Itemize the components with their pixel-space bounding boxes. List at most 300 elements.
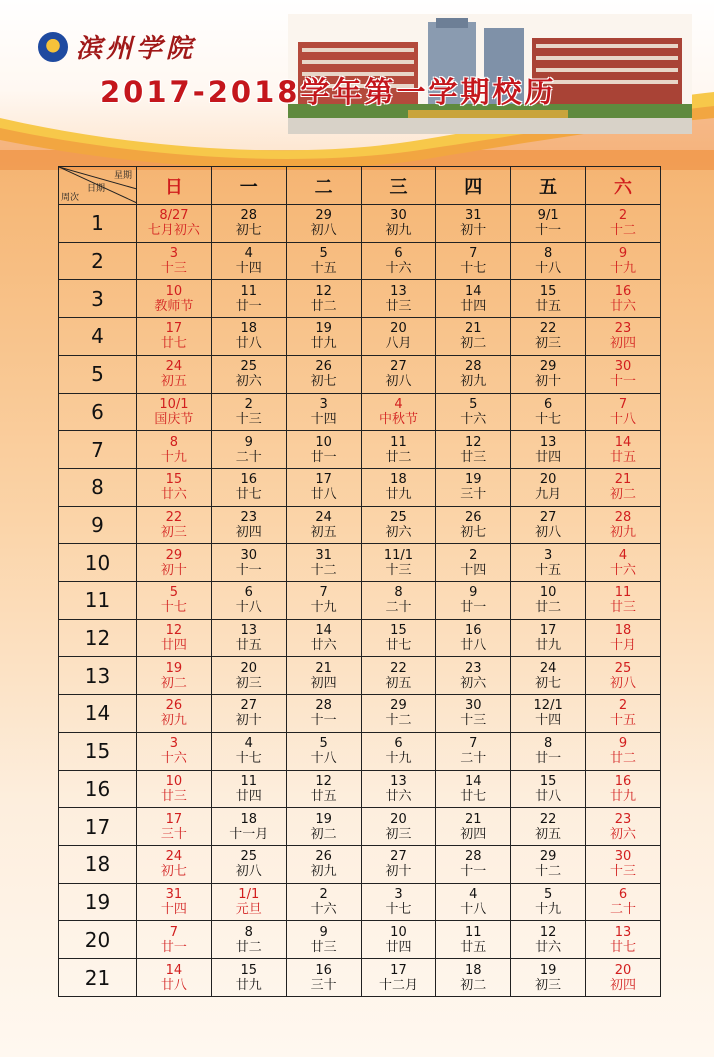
solar-date: 20 [539,472,557,488]
lunar-date: 二十 [610,902,637,917]
calendar-day-cell [286,468,361,506]
school-logo [38,28,196,65]
solar-date: 18 [240,811,258,827]
lunar-date: 初二 [460,336,487,352]
calendar-day-cell [137,355,212,393]
solar-date: 13 [614,924,632,940]
lunar-date: 廿四 [160,638,187,654]
calendar-day-cell [586,582,661,620]
lunar-date: 三十 [310,977,337,993]
lunar-date: 九月 [535,487,562,503]
lunar-date: 中秋节 [378,411,418,427]
calendar-day-cell [586,205,661,243]
calendar-day-cell [511,845,586,883]
calendar-day-cell [511,619,586,657]
lunar-date: 初二 [460,977,487,993]
lunar-date: 初三 [160,524,187,540]
solar-date: 26 [315,849,332,865]
lunar-date: 十八 [310,751,337,767]
lunar-date: 初三 [535,336,562,352]
calendar-day-cell [436,506,511,544]
calendar-day-cell [511,657,586,695]
lunar-date: 十月 [610,638,637,654]
solar-date: 16 [614,773,632,789]
school-calendar-table [58,166,661,997]
lunar-date: 廿四 [235,788,262,804]
lunar-date: 十九 [310,600,337,616]
lunar-date: 十四 [310,411,337,427]
calendar-day-cell [436,242,511,280]
solar-date: 10/1 [159,396,189,412]
lunar-date: 初四 [235,524,262,540]
solar-date: 2 [319,887,328,902]
solar-date: 12 [165,623,183,639]
week-number: 6 [59,393,137,431]
lunar-date: 十八 [235,600,262,616]
lunar-date: 廿七 [235,487,262,503]
solar-date: 9/1 [537,208,559,224]
solar-date: 16 [240,472,258,488]
week-row [59,242,661,280]
solar-date: 9 [244,434,253,450]
calendar-day-cell [211,468,286,506]
calendar-day-cell [586,431,661,469]
solar-date: 31 [315,547,332,563]
calendar-day-cell [361,732,436,770]
calendar-day-cell [511,205,586,243]
calendar-day-cell [511,883,586,921]
lunar-date: 初七 [460,524,487,540]
week-row [59,959,661,997]
solar-date: 27 [539,509,557,525]
solar-date: 9 [319,924,328,940]
week-number: 7 [59,431,137,469]
calendar-day-cell [511,355,586,393]
lunar-date: 十六 [310,902,337,917]
solar-date: 23 [240,509,258,525]
day-header-monday: 一 [211,167,286,205]
calendar-day-cell [361,883,436,921]
lunar-date: 廿八 [160,977,187,993]
solar-date: 7 [319,585,328,601]
solar-date: 15 [165,472,183,488]
solar-date: 15 [390,623,407,639]
solar-date: 17 [315,472,332,488]
week-row [59,431,661,469]
lunar-date: 初六 [385,524,412,540]
calendar-day-cell [211,695,286,733]
lunar-date: 廿二 [610,751,637,767]
solar-date: 26 [165,698,183,714]
calendar-day-cell [286,732,361,770]
solar-date: 29 [390,698,407,714]
solar-date: 4 [244,736,253,752]
solar-date: 14 [465,283,482,299]
lunar-date: 十五 [610,713,637,729]
week-row [59,808,661,846]
week-row [59,544,661,582]
calendar-day-cell [211,582,286,620]
solar-date: 18 [465,962,482,978]
solar-date: 8 [544,246,553,262]
lunar-date: 十七 [160,600,187,616]
week-row [59,770,661,808]
solar-date: 30 [240,547,258,563]
calendar-day-cell [361,770,436,808]
lunar-date: 初五 [385,675,412,691]
solar-date: 8 [169,434,179,450]
solar-date: 5 [544,887,553,902]
lunar-date: 廿九 [535,638,562,654]
calendar-day-cell [586,280,661,318]
week-row [59,845,661,883]
lunar-date: 十二 [610,223,637,239]
solar-date: 30 [614,359,632,375]
lunar-date: 廿七 [460,788,487,804]
calendar-day-cell [511,808,586,846]
calendar-day-cell [211,205,286,243]
calendar-day-cell [511,393,586,431]
calendar-day-cell [286,695,361,733]
week-row [59,921,661,959]
lunar-date: 初三 [535,977,562,993]
week-number: 17 [59,808,137,846]
week-number: 3 [59,280,137,318]
lunar-date: 初三 [385,826,412,842]
lunar-date: 十一 [460,864,487,880]
week-row [59,393,661,431]
solar-date: 22 [539,321,557,337]
calendar-day-cell [586,959,661,997]
calendar-day-cell [286,205,361,243]
calendar-day-cell [511,242,586,280]
calendar-day-cell [211,845,286,883]
lunar-date: 十六 [385,261,412,277]
week-row [59,657,661,695]
lunar-date: 七月初六 [147,223,200,239]
lunar-date: 廿四 [535,449,562,465]
solar-date: 17 [539,623,557,639]
lunar-date: 初四 [460,826,487,842]
solar-date: 24 [165,849,183,865]
calendar-day-cell [436,544,511,582]
calendar-day-cell [361,959,436,997]
solar-date: 28 [240,208,258,224]
calendar-day-cell [211,506,286,544]
solar-date: 22 [539,811,557,827]
calendar-day-cell [586,770,661,808]
week-number: 20 [59,921,137,959]
calendar-day-cell [436,770,511,808]
calendar-day-cell [286,770,361,808]
solar-date: 17 [390,962,407,978]
lunar-date: 初十 [460,223,487,239]
calendar-header-row [59,167,661,205]
lunar-date: 十三 [160,261,187,277]
week-number: 19 [59,883,137,921]
calendar-day-cell [211,393,286,431]
calendar-day-cell [586,657,661,695]
lunar-date: 二十 [385,600,412,616]
solar-date: 8 [244,924,253,940]
school-emblem-icon [38,32,68,62]
lunar-date: 廿一 [460,600,487,616]
calendar-day-cell [137,657,212,695]
calendar-day-cell [137,544,212,582]
lunar-date: 初七 [535,675,562,691]
solar-date: 11/1 [383,547,414,563]
calendar-day-cell [286,582,361,620]
lunar-date: 初八 [610,675,637,691]
calendar-day-cell [511,544,586,582]
solar-date: 21 [614,472,632,488]
corner-label-date: 日期 [87,184,106,194]
week-number: 11 [59,582,137,620]
solar-date: 6 [618,887,628,902]
calendar-day-cell [511,770,586,808]
calendar-day-cell [436,808,511,846]
calendar-day-cell [361,242,436,280]
lunar-date: 廿五 [235,638,262,654]
lunar-date: 廿三 [610,600,637,616]
lunar-date: 廿六 [310,638,337,654]
calendar-day-cell [137,959,212,997]
solar-date: 6 [394,736,403,752]
lunar-date: 十六 [160,751,187,767]
solar-date: 3 [544,547,553,563]
lunar-date: 初八 [535,524,562,540]
calendar-day-cell [286,242,361,280]
calendar-day-cell [511,506,586,544]
solar-date: 18 [614,623,632,639]
calendar-day-cell [586,506,661,544]
calendar-day-cell [436,695,511,733]
solar-date: 5 [469,396,478,412]
lunar-date: 二十 [460,751,487,767]
lunar-date: 十三 [235,411,262,427]
lunar-date: 十九 [610,261,637,277]
lunar-date: 十九 [535,902,562,917]
lunar-date: 廿二 [310,298,337,314]
lunar-date: 初六 [235,374,262,390]
lunar-date: 初十 [235,713,262,729]
solar-date: 28 [465,849,482,865]
corner-label-week: 周次 [61,193,80,203]
lunar-date: 廿五 [310,788,337,804]
lunar-date: 初五 [535,826,562,842]
calendar-day-cell [211,619,286,657]
lunar-date: 廿四 [460,298,487,314]
solar-date: 12 [539,924,557,940]
calendar-day-cell [211,770,286,808]
solar-date: 7 [469,246,478,262]
week-number: 8 [59,468,137,506]
lunar-date: 廿二 [535,600,562,616]
calendar-day-cell [511,921,586,959]
week-number: 2 [59,242,137,280]
lunar-date: 十二 [535,864,562,880]
calendar-day-cell [586,619,661,657]
week-number: 10 [59,544,137,582]
solar-date: 16 [614,283,632,299]
calendar-day-cell [211,959,286,997]
lunar-date: 十四 [460,562,487,578]
lunar-date: 十一月 [229,826,269,842]
lunar-date: 廿七 [160,336,187,352]
solar-date: 9 [469,585,478,601]
calendar-day-cell [211,355,286,393]
calendar-day-cell [361,657,436,695]
calendar-day-cell [137,808,212,846]
solar-date: 3 [394,887,403,902]
lunar-date: 十二 [385,713,412,729]
calendar-day-cell [211,883,286,921]
lunar-date: 初九 [385,223,412,239]
calendar-day-cell [436,582,511,620]
calendar-day-cell [211,732,286,770]
lunar-date: 初十 [385,864,412,880]
lunar-date: 国庆节 [154,411,194,427]
lunar-date: 廿九 [385,487,412,503]
lunar-date: 三十 [160,826,187,842]
solar-date: 15 [240,962,258,978]
lunar-date: 十七 [235,751,262,767]
lunar-date: 廿四 [385,939,412,955]
calendar-day-cell [286,921,361,959]
week-number: 1 [59,205,137,243]
calendar-day-cell [137,205,212,243]
calendar-day-cell [137,242,212,280]
solar-date: 27 [390,359,407,375]
lunar-date: 廿六 [535,939,562,955]
lunar-date: 廿三 [310,939,337,955]
calendar-day-cell [286,845,361,883]
solar-date: 8 [394,585,403,601]
lunar-date: 十八 [535,261,562,277]
week-number: 18 [59,845,137,883]
lunar-date: 廿五 [610,449,637,465]
solar-date: 24 [539,660,557,676]
lunar-date: 十五 [535,562,562,578]
lunar-date: 廿八 [310,487,337,503]
solar-date: 24 [165,359,183,375]
solar-date: 11 [614,585,632,601]
day-header-saturday: 六 [586,167,661,205]
solar-date: 16 [465,623,482,639]
solar-date: 8/27 [159,208,189,224]
solar-date: 24 [315,509,332,525]
lunar-date: 初四 [610,336,637,352]
calendar-day-cell [511,959,586,997]
calendar-day-cell [137,732,212,770]
day-header-sunday: 日 [137,167,212,205]
solar-date: 31 [465,208,482,224]
lunar-date: 初二 [310,826,337,842]
calendar-day-cell [436,845,511,883]
week-row [59,732,661,770]
solar-date: 29 [315,208,332,224]
calendar-day-cell [286,883,361,921]
solar-date: 29 [539,849,557,865]
solar-date: 10 [539,585,557,601]
week-number: 9 [59,506,137,544]
calendar-day-cell [511,695,586,733]
solar-date: 19 [165,660,183,676]
solar-date: 14 [165,962,183,978]
solar-date: 20 [390,321,407,337]
calendar-day-cell [137,921,212,959]
calendar-day-cell [361,544,436,582]
solar-date: 30 [390,208,407,224]
solar-date: 30 [465,698,482,714]
day-header-tuesday: 二 [286,167,361,205]
solar-date: 25 [390,509,407,525]
solar-date: 25 [240,849,258,865]
lunar-date: 十八 [610,411,637,427]
solar-date: 4 [394,396,403,412]
calendar-day-cell [436,883,511,921]
solar-date: 3 [169,736,179,752]
calendar-day-cell [137,845,212,883]
week-number: 14 [59,695,137,733]
solar-date: 11 [240,773,258,789]
week-row [59,883,661,921]
calendar-day-cell [511,732,586,770]
lunar-date: 十一 [310,713,337,729]
solar-date: 5 [319,736,328,752]
solar-date: 23 [465,660,482,676]
solar-date: 6 [244,585,253,601]
solar-date: 2 [618,208,628,224]
lunar-date: 初八 [235,864,262,880]
calendar-day-cell [511,318,586,356]
calendar-day-cell [286,431,361,469]
solar-date: 19 [315,321,332,337]
solar-date: 6 [394,246,403,262]
calendar-day-cell [436,431,511,469]
lunar-date: 初十 [160,562,187,578]
calendar-day-cell [286,959,361,997]
lunar-date: 教师节 [154,298,194,314]
calendar-day-cell [211,657,286,695]
lunar-date: 十七 [535,411,562,427]
lunar-date: 廿二 [385,449,412,465]
calendar-day-cell [436,657,511,695]
lunar-date: 元旦 [235,902,262,917]
calendar-day-cell [361,845,436,883]
calendar-day-cell [586,544,661,582]
calendar-day-cell [211,242,286,280]
lunar-date: 十四 [535,713,562,729]
calendar-day-cell [211,280,286,318]
solar-date: 3 [169,246,179,262]
solar-date: 2 [469,547,478,563]
calendar-body [59,205,661,997]
solar-date: 15 [539,283,557,299]
solar-date: 16 [315,962,332,978]
solar-date: 18 [240,321,258,337]
lunar-date: 初七 [235,223,262,239]
lunar-date: 廿二 [235,939,262,955]
calendar-day-cell [586,318,661,356]
solar-date: 3 [319,396,328,412]
lunar-date: 十四 [160,902,187,917]
solar-date: 25 [614,660,632,676]
solar-date: 15 [539,773,557,789]
solar-date: 12 [465,434,482,450]
calendar-day-cell [436,280,511,318]
solar-date: 21 [465,811,482,827]
